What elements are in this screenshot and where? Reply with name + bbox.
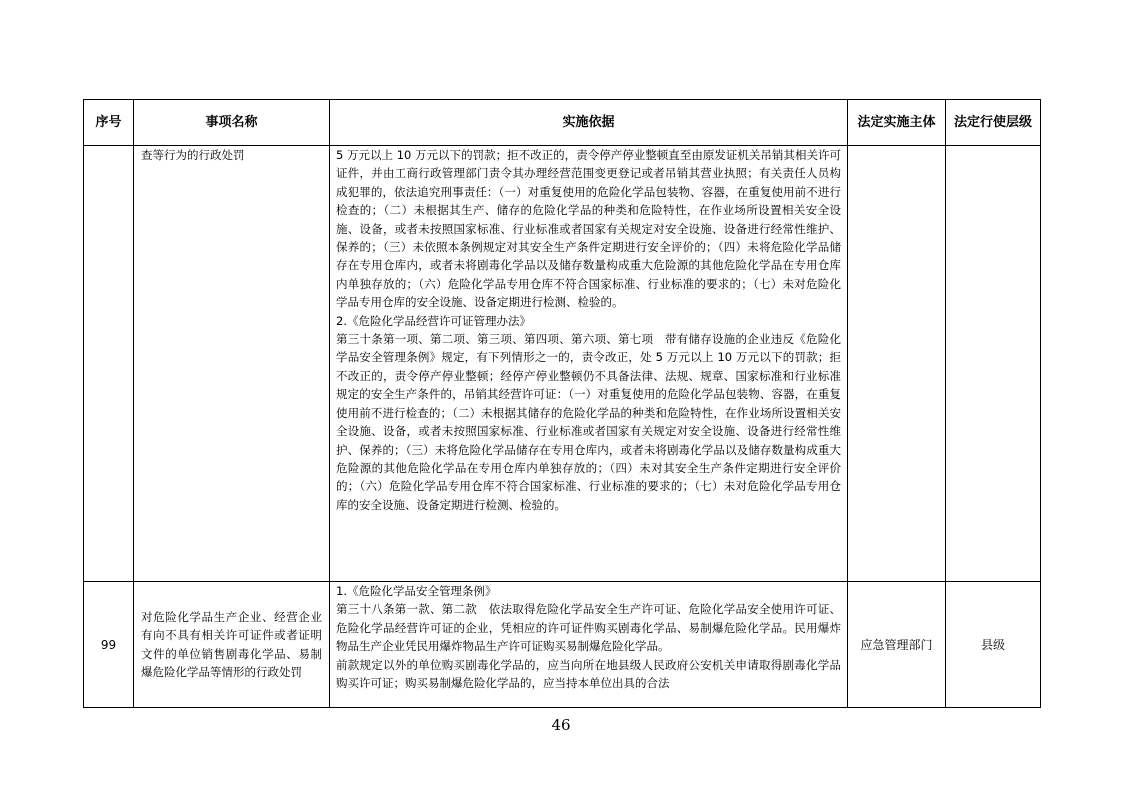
header-subject: 法定实施主体: [848, 100, 946, 146]
implementing-subject: 应急管理部门: [848, 582, 946, 708]
implementing-subject: [848, 146, 946, 582]
table-header-row: [84, 100, 1041, 146]
item-name: 查等行为的行政处罚: [134, 146, 330, 582]
row-number: [84, 146, 134, 582]
basis-paragraph: 第三十条第一项、第二项、第三项、第四项、第六项、第七项 带有储存设施的企业违反《危险化学品安全管理条例》规定，有下列情形之一的，责令改正，处 5 万元以上 10 万元以下的罚款；拒不改正的，责令停产停业整顿；经停产停业整顿仍不具备法律、法规、规章、国家标准和行业标准规定的安全生产条件的，吊销其经营许可证：（一）对重复使用的危险化学品包装物、容器，在重复使用前不进行检查的；（二）未根据其储存的危险化学品的种类和危险特性，在作业场所设置相关安全设施、设备，或者未按照国家标准、行业标准或者国家有关规定对安全设施、设备进行经常性维护、保养的；（三）未将危险化学品储存在专用仓库内，或者未将剧毒化学品以及储存数量构成重大危险源的其他危险化学品在专用仓库内单独存放的；（四）未对其安全生产条件定期进行安全评价的；（六）危险化学品专用仓库不符合国家标准、行业标准的要求的；（七）未对危险化学品专用仓库的安全设施、设备定期进行检测、检验的。: [336, 332, 841, 512]
basis-paragraph: 5 万元以上 10 万元以下的罚款；拒不改正的，责令停产停业整顿直至由原发证机关吊销其相关许可证件，并由工商行政管理部门责令其办理经营范围变更登记或者吊销其营业执照；有关责任人员构成犯罪的，依法追究刑事责任：（一）对重复使用的危险化学品包装物、容器，在重复使用前不进行检查的；（二）未根据其生产、储存的危险化学品的种类和危险特性，在作业场所设置相关安全设施、设备，或者未按照国家标准、行业标准或者国家有关规定对安全设施、设备进行经常性维护、保养的；（三）未依照本条例规定对其安全生产条件定期进行安全评价的；（四）未将危险化学品储存在专用仓库内，或者未将剧毒化学品以及储存数量构成重大危险源的其他危险化学品在专用仓库内单独存放的；（六）危险化学品专用仓库不符合国家标准、行业标准的要求的；（七）未对危险化学品专用仓库的安全设施、设备定期进行检测、检验的。: [336, 148, 841, 310]
basis-paragraph: 第三十八条第一款、第二款 依法取得危险化学品安全生产许可证、危险化学品安全使用许可证、危险化学品经营许可证的企业，凭相应的许可证件购买剧毒化学品、易制爆危险化学品。民用爆炸物品生产企业凭民用爆炸物品生产许可证购买易制爆危险化学品。: [336, 602, 841, 654]
header-item-name: 事项名称: [134, 100, 330, 146]
table-row: [84, 146, 1041, 582]
exercise-level: [946, 146, 1041, 582]
basis-paragraph: 前款规定以外的单位购买剧毒化学品的，应当向所在地县级人民政府公安机关申请取得剧毒化学品购买许可证；购买易制爆危险化学品的，应当持本单位出具的合法: [336, 657, 841, 691]
table-row: [84, 582, 1041, 708]
basis-paragraph: 2.《危险化学品经营许可证管理办法》: [336, 313, 531, 328]
page-number: 46: [551, 716, 571, 734]
exercise-level: 县级: [946, 582, 1041, 708]
header-level: 法定行使层级: [946, 100, 1041, 146]
header-basis: 实施依据: [330, 100, 848, 146]
item-name: 对危险化学品生产企业、经营企业有向不具有相关许可证件或者证明文件的单位销售剧毒化学品、易制爆危险化学品等情形的行政处罚: [134, 582, 330, 708]
implementation-basis: [330, 146, 848, 582]
row-number: 99: [84, 582, 134, 708]
enforcement-table: [83, 99, 1041, 708]
implementation-basis: [330, 582, 848, 708]
header-no: 序号: [84, 100, 134, 146]
basis-paragraph: 1.《危险化学品安全管理条例》: [336, 584, 497, 598]
